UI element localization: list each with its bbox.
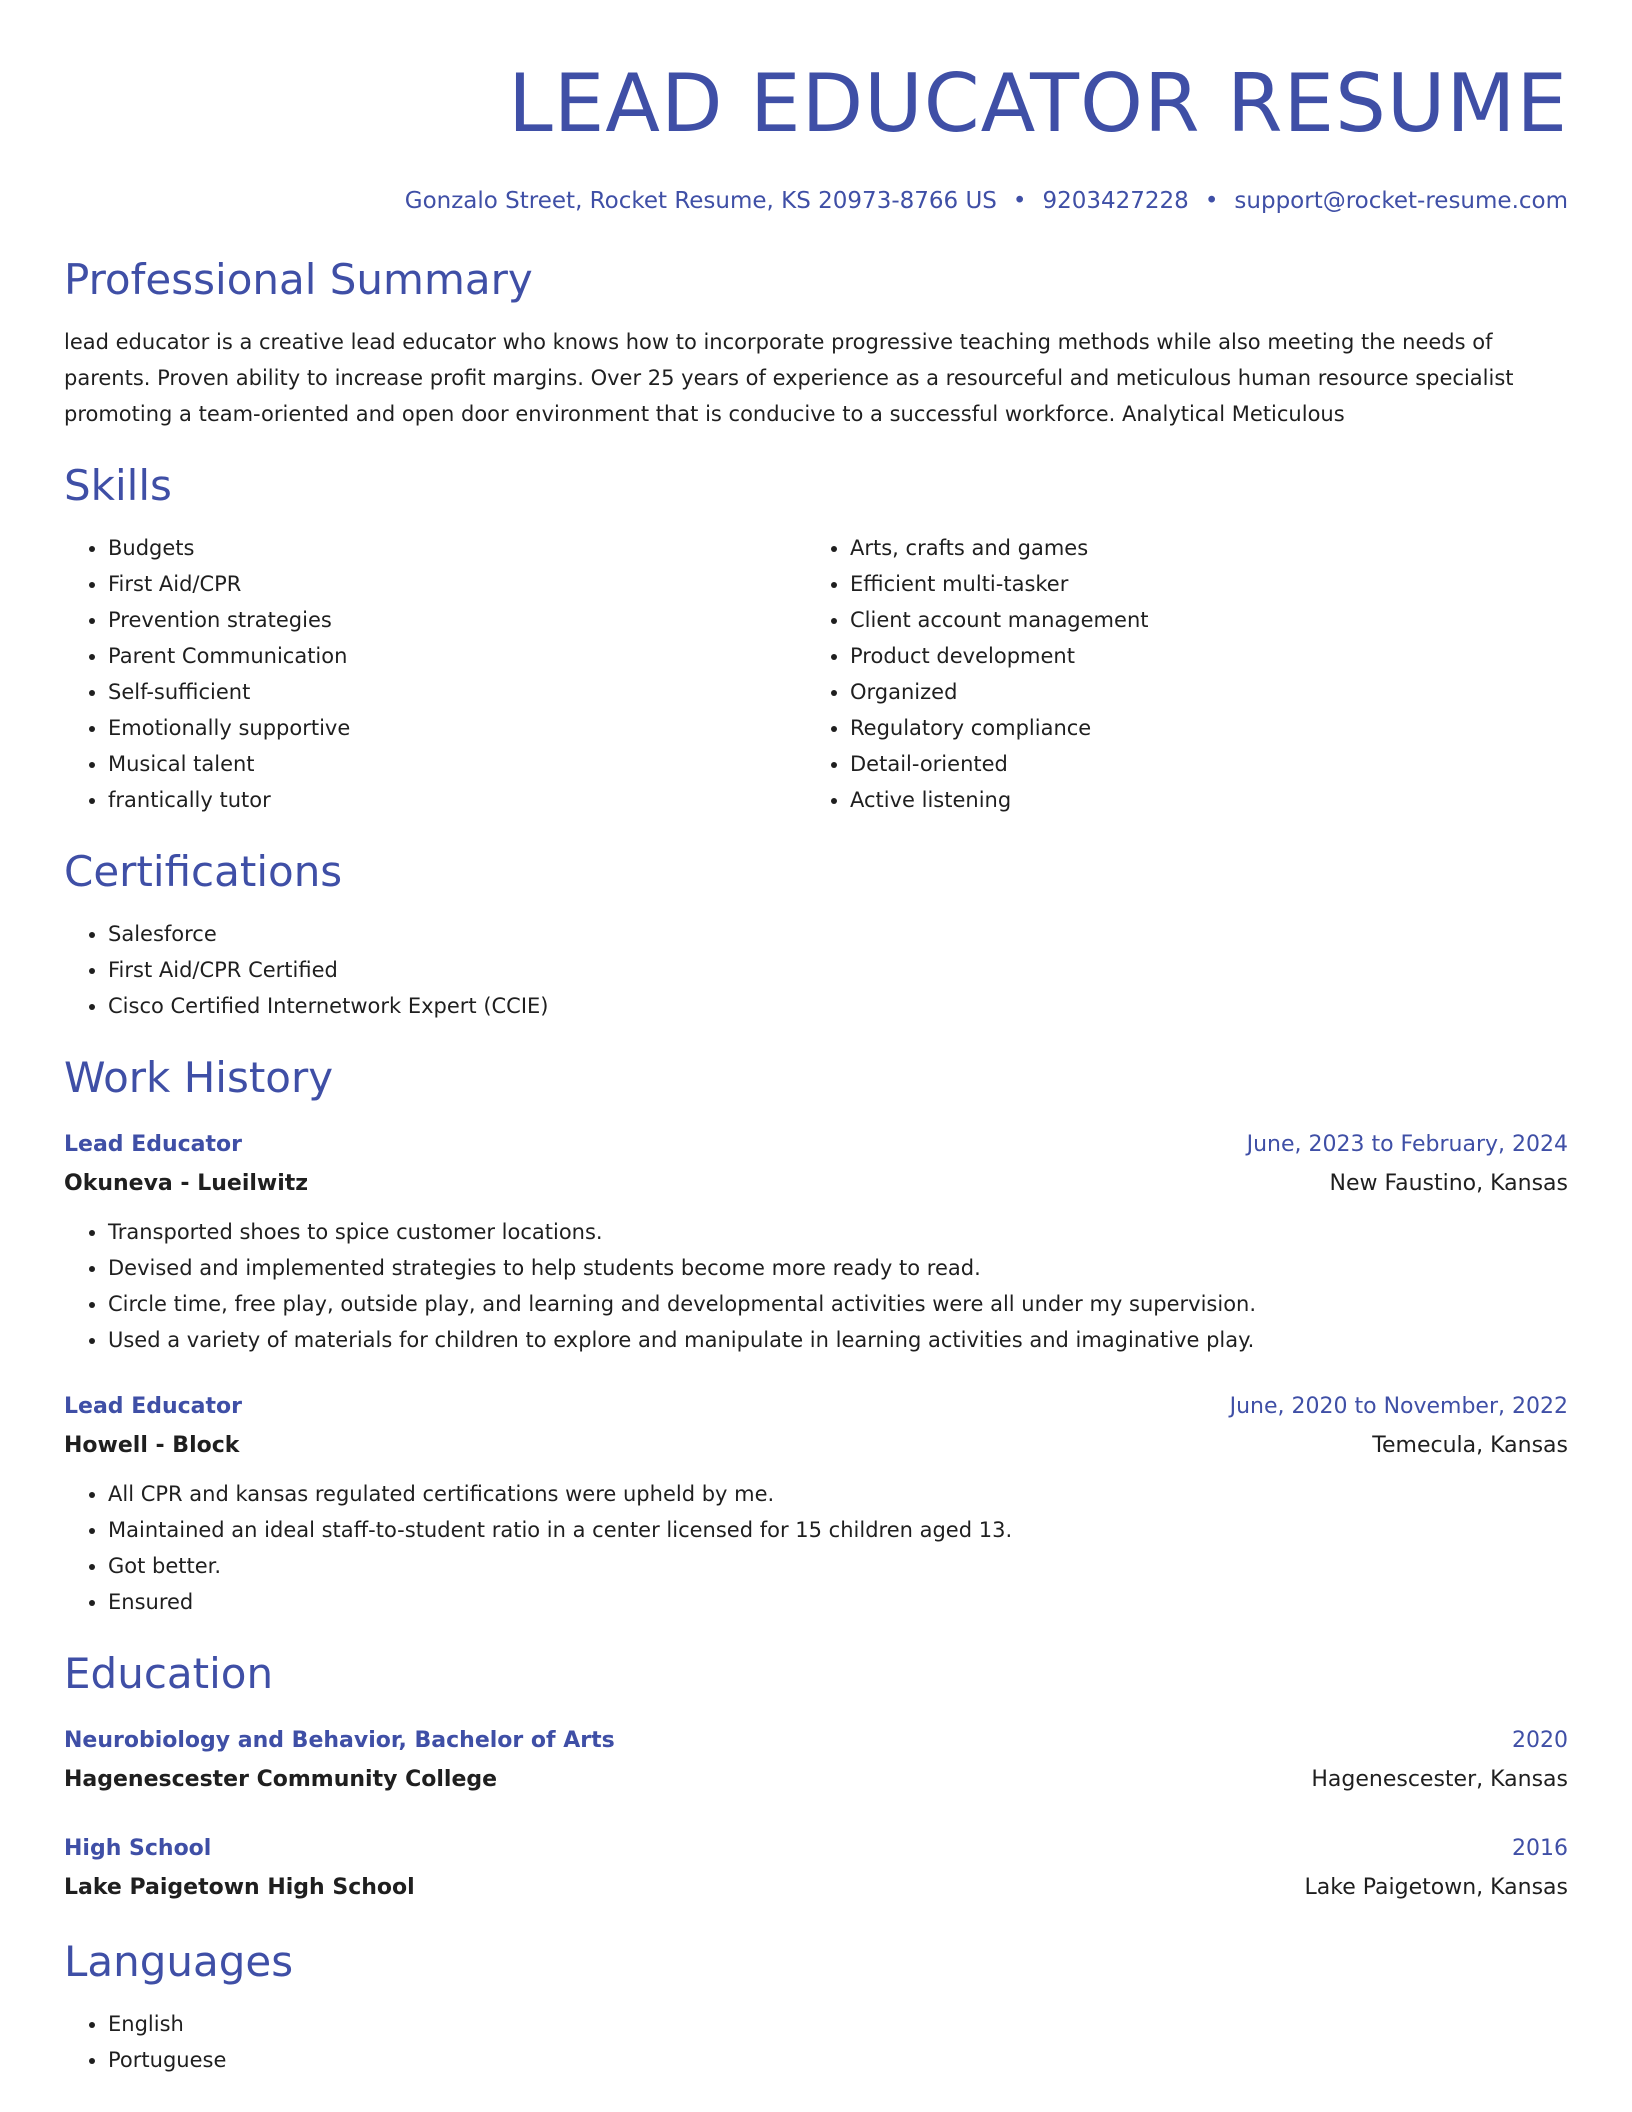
summary-heading: Professional Summary (64, 255, 533, 304)
job-bullets (64, 1476, 1568, 1620)
skills-grid (64, 530, 1568, 818)
certification-item: • Salesforce (108, 916, 1568, 952)
resume-title: LEAD EDUCATOR RESUME (508, 57, 1568, 150)
work-history-section (64, 1052, 1568, 1620)
skill-item: • Budgets (108, 530, 806, 566)
job-title: Lead Educator (64, 1394, 242, 1419)
skill-item: • Client account management (850, 602, 1548, 638)
skill-item: • Regulatory compliance (850, 710, 1548, 746)
job-bullet: • Maintained an ideal staff-to-student ratio in a center licensed for 15 children aged 13. (108, 1512, 1568, 1548)
skill-item: • Arts, crafts and games (850, 530, 1548, 566)
languages-list (64, 2006, 1568, 2078)
job-bullet: • Circle time, free play, outside play, and learning and developmental activities were all under my supervision. (108, 1286, 1568, 1322)
contact-separator: • (1204, 188, 1219, 214)
skill-item: • frantically tutor (108, 782, 806, 818)
skill-item: • Detail-oriented (850, 746, 1548, 782)
education-heading: Education (64, 1649, 274, 1698)
job-bullet: • Ensured (108, 1584, 1568, 1620)
certifications-section (64, 846, 1568, 1024)
certification-item: • First Aid/CPR Certified (108, 952, 1568, 988)
job-dates: June, 2023 to February, 2024 (1246, 1132, 1568, 1157)
job-location: New Faustino, Kansas (1329, 1171, 1568, 1196)
languages-section (64, 1936, 1568, 2078)
job-title: Lead Educator (64, 1132, 242, 1157)
contact-address: Gonzalo Street, Rocket Resume, KS 20973-8766 US (404, 188, 997, 214)
education-year: 2020 (1512, 1728, 1568, 1753)
certifications-heading: Certifications (64, 847, 343, 896)
education-year: 2016 (1512, 1836, 1568, 1861)
contact-line (64, 186, 1568, 216)
skill-item: • Organized (850, 674, 1548, 710)
skills-heading: Skills (64, 461, 172, 510)
job-location: Temecula, Kansas (1372, 1433, 1568, 1458)
summary-text: lead educator is a creative lead educator who knows how to incorporate progressive teaching methods while also meeting the needs of parents. Proven ability to increase profit margins. Over 25 years of experience as a resourceful and meticulous human resource specialist promoting a team-oriented and open door environment that is conducive to a successful workforce. Analytical Meticulous (64, 330, 1514, 426)
skills-section (64, 460, 1568, 818)
skill-item: • Product development (850, 638, 1548, 674)
job-bullet: • Used a variety of materials for children to explore and manipulate in learning activities and imaginative play. (108, 1322, 1568, 1358)
job-entry (64, 1126, 1568, 1358)
skills-left-list (64, 530, 806, 818)
job-bullet: • Got better. (108, 1548, 1568, 1584)
language-item: • English (108, 2006, 1568, 2042)
contact-phone: 9203427228 (1042, 188, 1189, 214)
skill-item: • Prevention strategies (108, 602, 806, 638)
education-entry (64, 1722, 1568, 1800)
job-bullets (64, 1214, 1568, 1358)
education-location: Hagenescester, Kansas (1311, 1767, 1568, 1792)
education-section (64, 1648, 1568, 1908)
skill-item: • First Aid/CPR (108, 566, 806, 602)
job-bullet: • Transported shoes to spice customer locations. (108, 1214, 1568, 1250)
education-degree: High School (64, 1836, 212, 1861)
work-history-heading: Work History (64, 1053, 334, 1102)
skill-item: • Efficient multi-tasker (850, 566, 1548, 602)
skills-right-list (806, 530, 1548, 818)
education-degree: Neurobiology and Behavior, Bachelor of Arts (64, 1728, 615, 1753)
contact-email: support@rocket-resume.com (1234, 188, 1568, 214)
skill-item: • Emotionally supportive (108, 710, 806, 746)
education-entry (64, 1830, 1568, 1908)
job-bullet: • Devised and implemented strategies to help students become more ready to read. (108, 1250, 1568, 1286)
skill-item: • Active listening (850, 782, 1548, 818)
languages-heading: Languages (64, 1937, 294, 1986)
contact-separator: • (1012, 188, 1027, 214)
skill-item: • Self-sufficient (108, 674, 806, 710)
education-school: Hagenescester Community College (64, 1767, 498, 1792)
skill-item: • Musical talent (108, 746, 806, 782)
job-bullet: • All CPR and kansas regulated certifications were upheld by me. (108, 1476, 1568, 1512)
skill-item: • Parent Communication (108, 638, 806, 674)
job-company: Howell - Block (64, 1433, 240, 1458)
job-company: Okuneva - Lueilwitz (64, 1171, 309, 1196)
job-dates: June, 2020 to November, 2022 (1229, 1394, 1568, 1419)
language-item: • Portuguese (108, 2042, 1568, 2078)
certifications-list (64, 916, 1568, 1024)
education-school: Lake Paigetown High School (64, 1875, 415, 1900)
job-entry (64, 1388, 1568, 1620)
certification-item: • Cisco Certified Internetwork Expert (CCIE) (108, 988, 1568, 1024)
education-location: Lake Paigetown, Kansas (1304, 1875, 1568, 1900)
summary-section (64, 254, 1568, 432)
